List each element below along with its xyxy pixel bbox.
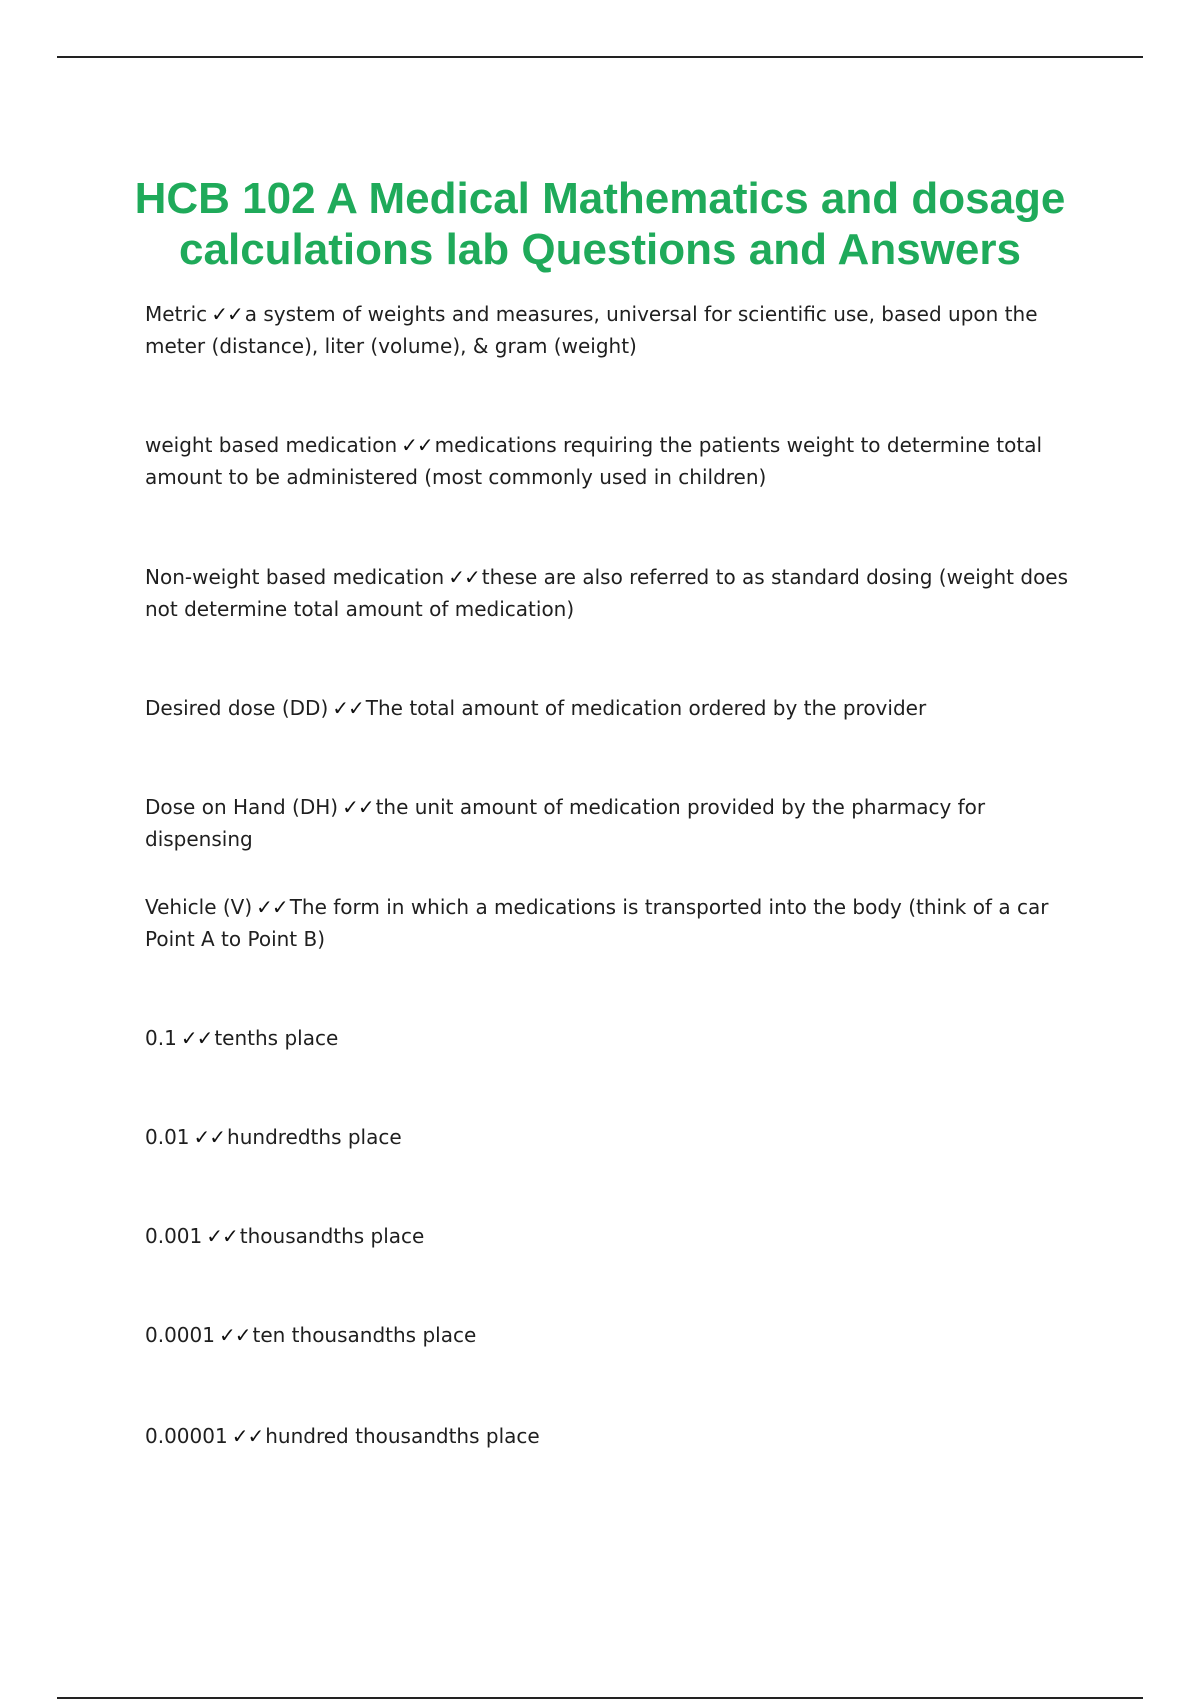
qa-definition: the unit amount of medication provided by the pharmacy for dispensing bbox=[145, 795, 986, 851]
double-check-icon: ✓✓ bbox=[401, 433, 433, 457]
double-check-icon: ✓✓ bbox=[448, 565, 480, 589]
double-check-icon: ✓✓ bbox=[332, 696, 364, 720]
double-check-icon: ✓✓ bbox=[206, 1224, 238, 1248]
qa-definition: tenths place bbox=[214, 1026, 339, 1050]
qa-term: weight based medication bbox=[145, 433, 398, 457]
double-check-icon: ✓✓ bbox=[211, 302, 243, 326]
double-check-icon: ✓✓ bbox=[256, 895, 288, 919]
qa-term: 0.0001 bbox=[145, 1323, 215, 1347]
title-line-2: calculations lab Questions and Answers bbox=[179, 225, 1021, 275]
double-check-icon: ✓✓ bbox=[231, 1424, 264, 1448]
header-rule bbox=[57, 56, 1143, 58]
qa-term: Non-weight based medication bbox=[145, 565, 445, 589]
qa-definition: The total amount of medication ordered by the provider bbox=[365, 696, 927, 720]
qa-term: 0.00001 bbox=[145, 1424, 228, 1448]
qa-entry bbox=[145, 561, 1095, 625]
qa-entry bbox=[145, 891, 1095, 955]
qa-term: 0.001 bbox=[145, 1224, 203, 1248]
qa-term: Dose on Hand (DH) bbox=[145, 795, 339, 819]
document-title bbox=[57, 173, 1143, 275]
double-check-icon: ✓✓ bbox=[218, 1323, 251, 1347]
qa-definition: these are also referred to as standard dosing (weight does not determine total amount of medication) bbox=[145, 565, 1069, 621]
qa-term: 0.01 bbox=[145, 1125, 190, 1149]
qa-definition: a system of weights and measures, universal for scientific use, based upon the meter (distance), liter (volume), & gram (weight) bbox=[145, 302, 1038, 358]
qa-entry bbox=[145, 692, 1095, 724]
qa-term: 0.1 bbox=[145, 1026, 177, 1050]
qa-definition: thousandths place bbox=[239, 1224, 425, 1248]
title-line-1: HCB 102 A Medical Mathematics and dosage bbox=[134, 174, 1066, 224]
qa-term: Vehicle (V) bbox=[145, 895, 253, 919]
qa-definition: The form in which a medications is transported into the body (think of a car Point A to Point B) bbox=[145, 895, 1049, 951]
double-check-icon: ✓✓ bbox=[180, 1026, 213, 1050]
qa-entry bbox=[145, 1420, 1095, 1452]
double-check-icon: ✓✓ bbox=[342, 795, 374, 819]
qa-definition: hundred thousandths place bbox=[265, 1424, 540, 1448]
qa-definition: hundredths place bbox=[227, 1125, 402, 1149]
qa-entry bbox=[145, 791, 1095, 855]
qa-entry bbox=[145, 1319, 1095, 1351]
double-check-icon: ✓✓ bbox=[193, 1125, 226, 1149]
footer-rule bbox=[57, 1697, 1143, 1699]
qa-term: Desired dose (DD) bbox=[145, 696, 329, 720]
qa-entry bbox=[145, 1121, 1095, 1153]
qa-term: Metric bbox=[145, 302, 208, 326]
qa-entry bbox=[145, 298, 1095, 362]
qa-definition: ten thousandths place bbox=[252, 1323, 477, 1347]
qa-entry bbox=[145, 429, 1095, 493]
qa-entry bbox=[145, 1220, 1095, 1252]
qa-definition: medications requiring the patients weight to determine total amount to be administered (most commonly used in children) bbox=[145, 433, 1043, 489]
qa-entry bbox=[145, 1022, 1095, 1054]
